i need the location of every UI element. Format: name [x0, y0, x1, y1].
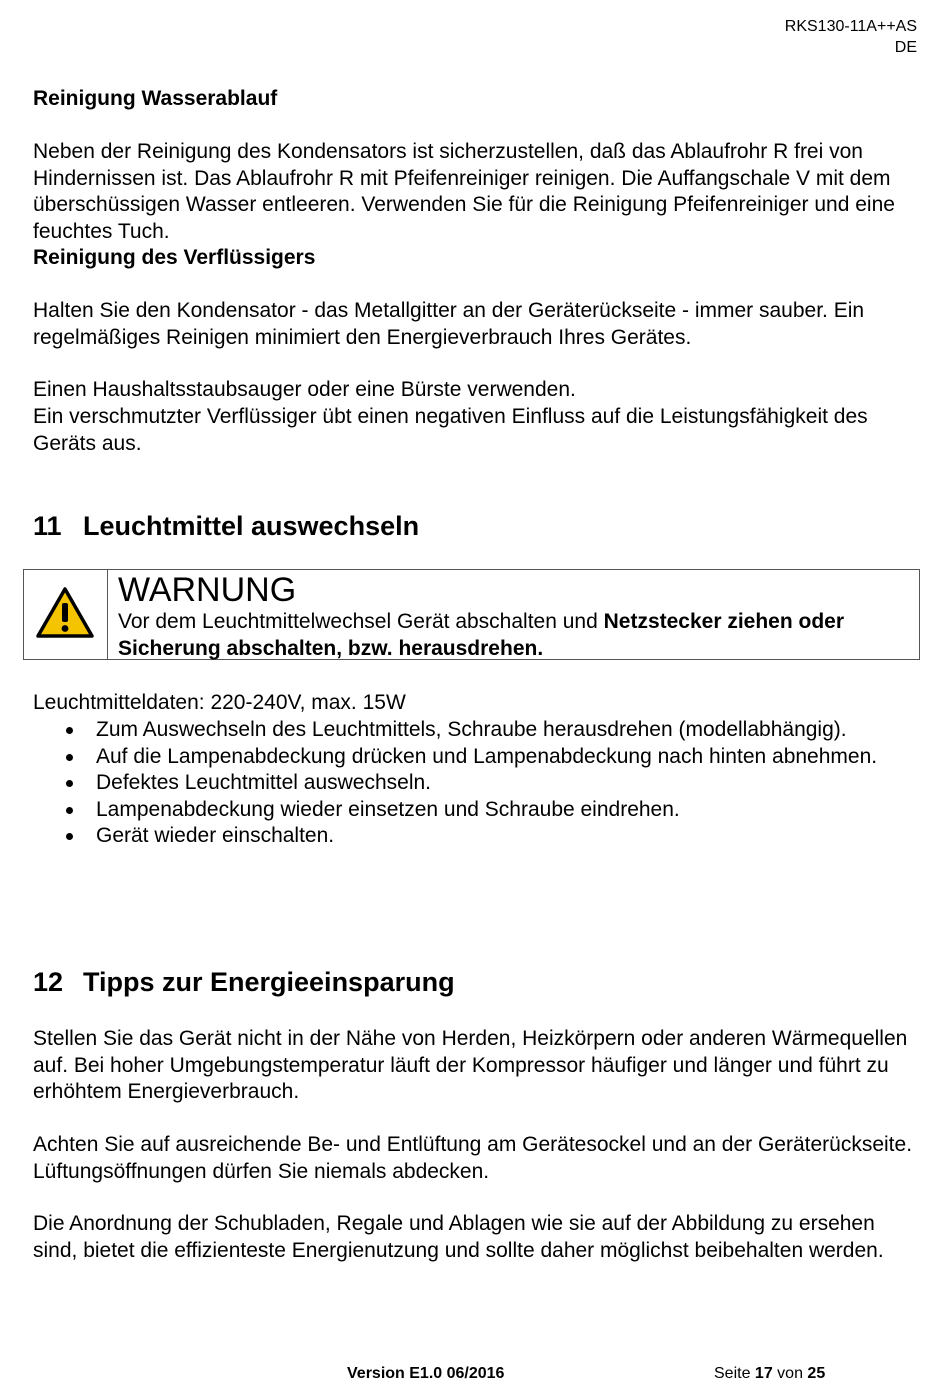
- drain-cleaning-heading: Reinigung Wasserablauf: [33, 87, 278, 110]
- page-header: [785, 16, 917, 58]
- warning-icon-cell: [24, 570, 108, 659]
- energy-tip-3: Die Anordnung der Schubladen, Regale und Ablagen wie sie auf der Abbildung zu ersehen sind, bietet die effizienteste Energienutzung und sollte daher möglichst beibehalten werden.: [33, 1212, 884, 1262]
- section-number: 12: [33, 967, 64, 997]
- condenser-cleaning-heading: Reinigung des Verflüssigers: [33, 246, 316, 269]
- condenser-tools-text: Einen Haushaltsstaubsauger oder eine Bürste verwenden.: [33, 378, 576, 401]
- footer-version: Version E1.0 06/2016: [347, 1365, 505, 1382]
- section-title: Leuchtmittel auswechseln: [83, 511, 420, 541]
- condenser-effect-text: Ein verschmutzter Verflüssiger übt einen negativen Einfluss auf die Leistungsfähigkeit des Geräts aus.: [33, 405, 868, 455]
- section-12-heading: [33, 966, 455, 998]
- list-item: Lampenabdeckung wieder einsetzen und Schraube eindrehen.: [33, 797, 913, 824]
- page-mid: von: [777, 1365, 803, 1382]
- warning-text: [118, 608, 911, 662]
- drain-cleaning-text: Neben der Reinigung des Kondensators ist sicherzustellen, daß das Ablaufrohr R frei von Hindernissen ist. Das Ablaufrohr R mit Pfeifenreiniger reinigen. Die Auffangschale V mit dem überschüssigen Wasser entleeren. Verwenden Sie für die Reinigung Pfeifenreiniger und eine feuchtes Tuch.: [33, 140, 895, 243]
- section-number: 11: [33, 511, 62, 541]
- energy-tip-1: Stellen Sie das Gerät nicht in der Nähe von Herden, Heizkörpern oder anderen Wärmequellen auf. Bei hoher Umgebungstemperatur läuft der Kompressor häufiger und länger und führt zu erhöhtem Energieverbrauch.: [33, 1027, 908, 1103]
- lamp-steps-list: [33, 717, 913, 850]
- lamp-specs: Leuchtmitteldaten: 220-240V, max. 15W: [33, 691, 406, 714]
- footer-page-number: [714, 1364, 825, 1384]
- list-item: Zum Auswechseln des Leuchtmittels, Schraube herausdrehen (modellabhängig).: [33, 717, 913, 744]
- model-number: RKS130-11A++AS: [784, 18, 917, 35]
- section-title: Tipps zur Energieeinsparung: [83, 967, 455, 997]
- section-11-heading: [33, 510, 419, 542]
- page-prefix: Seite: [714, 1365, 751, 1382]
- language-code: DE: [894, 39, 917, 56]
- total-pages: 25: [807, 1365, 826, 1382]
- warning-box: [23, 569, 920, 660]
- current-page: 17: [754, 1365, 773, 1382]
- energy-tip-2: Achten Sie auf ausreichende Be- und Entlüftung am Gerätesockel und an der Geräterückseite. Lüftungsöffnungen dürfen Sie niemals abdecken.: [33, 1133, 913, 1183]
- list-item: Gerät wieder einschalten.: [33, 823, 913, 850]
- warning-text-plain: Vor dem Leuchtmittelwechsel Gerät abschalten und: [118, 610, 604, 633]
- list-item: Auf die Lampenabdeckung drücken und Lampenabdeckung nach hinten abnehmen.: [33, 744, 913, 771]
- warning-title: WARNUNG: [118, 571, 297, 609]
- list-item: Defektes Leuchtmittel auswechseln.: [33, 770, 913, 797]
- warning-text-bold: Netzstecker ziehen oder Sicherung abschalten, bzw. herausdrehen.: [118, 610, 845, 660]
- warning-triangle-icon: [35, 586, 95, 640]
- condenser-cleaning-text: Halten Sie den Kondensator - das Metallgitter an der Geräterückseite - immer sauber. Ein regelmäßiges Reinigen minimiert den Energieverbrauch Ihres Gerätes.: [33, 299, 865, 349]
